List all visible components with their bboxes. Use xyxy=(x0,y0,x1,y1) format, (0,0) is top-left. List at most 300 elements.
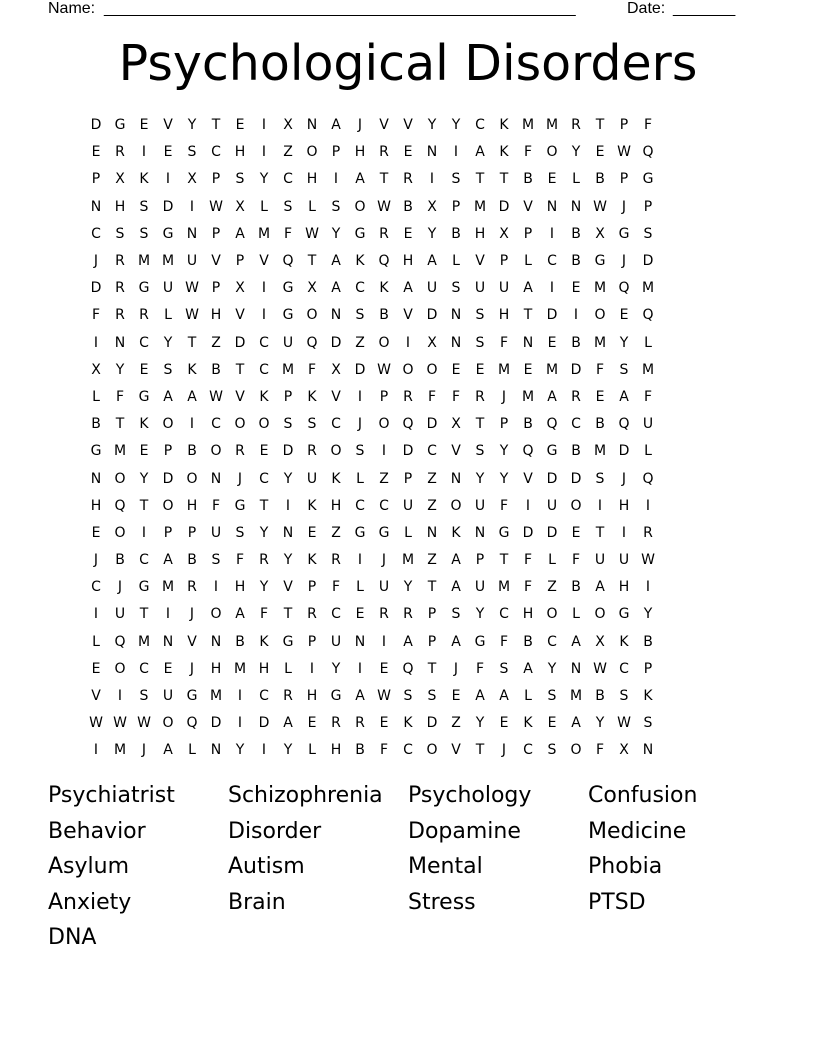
grid-letter: U xyxy=(642,416,654,433)
word-list-item: Phobia xyxy=(588,854,663,879)
grid-letter: Q xyxy=(114,497,126,514)
grid-letter: H xyxy=(306,171,318,188)
grid-letter: R xyxy=(307,443,317,460)
grid-letter: C xyxy=(547,253,557,270)
grid-letter: F xyxy=(523,552,533,569)
grid-letter: A xyxy=(355,171,365,188)
grid-letter: O xyxy=(186,470,198,487)
grid-letter: U xyxy=(402,497,414,514)
grid-letter: M xyxy=(497,361,511,378)
grid-letter: P xyxy=(499,416,509,433)
grid-row xyxy=(84,601,732,628)
grid-letter: E xyxy=(235,117,245,134)
grid-letter: A xyxy=(451,552,461,569)
grid-letter: P xyxy=(163,443,173,460)
grid-letter: S xyxy=(499,660,509,677)
grid-letter: F xyxy=(427,388,437,405)
grid-letter: L xyxy=(356,470,364,487)
grid-letter: S xyxy=(355,443,365,460)
grid-letter: O xyxy=(306,144,318,161)
name-blank: _____________________________________________________ xyxy=(104,0,576,17)
grid-letter: K xyxy=(139,171,149,188)
grid-letter: E xyxy=(91,524,101,541)
grid-letter: Q xyxy=(378,253,390,270)
grid-letter: A xyxy=(571,633,581,650)
grid-letter: M xyxy=(401,552,415,569)
grid-letter: L xyxy=(548,552,556,569)
grid-row xyxy=(84,493,732,520)
grid-letter: W xyxy=(593,198,607,215)
grid-letter: L xyxy=(644,334,652,351)
grid-letter: I xyxy=(549,280,555,297)
grid-letter: J xyxy=(501,388,507,405)
grid-letter: I xyxy=(453,144,459,161)
grid-letter: E xyxy=(595,388,605,405)
grid-letter: O xyxy=(114,660,126,677)
grid-letter: G xyxy=(546,443,558,460)
grid-letter: J xyxy=(621,470,627,487)
grid-letter: S xyxy=(451,606,461,623)
grid-letter: K xyxy=(499,144,509,161)
grid-letter: U xyxy=(282,334,294,351)
grid-letter: X xyxy=(235,198,245,215)
grid-letter: I xyxy=(621,524,627,541)
grid-letter: T xyxy=(595,117,605,134)
word-list-item: Disorder xyxy=(228,818,322,844)
grid-letter: Q xyxy=(642,144,654,161)
grid-letter: V xyxy=(283,579,293,596)
grid-letter: R xyxy=(379,225,389,242)
grid-letter: I xyxy=(117,688,123,705)
word-list-item: Confusion xyxy=(588,783,698,808)
grid-letter: O xyxy=(162,715,174,732)
grid-letter: O xyxy=(546,606,558,623)
grid-letter: A xyxy=(163,552,173,569)
grid-letter: M xyxy=(545,117,559,134)
grid-letter: E xyxy=(547,334,557,351)
grid-letter: N xyxy=(354,633,366,650)
grid-letter: G xyxy=(138,388,150,405)
grid-letter: V xyxy=(235,307,245,324)
grid-letter: R xyxy=(403,606,413,623)
grid-letter: I xyxy=(357,552,363,569)
grid-letter: U xyxy=(378,579,390,596)
grid-letter: S xyxy=(307,416,317,433)
grid-letter: C xyxy=(379,497,389,514)
grid-letter: H xyxy=(474,225,486,242)
grid-letter: G xyxy=(378,524,390,541)
grid-letter: D xyxy=(234,334,246,351)
grid-letter: O xyxy=(234,416,246,433)
grid-letter: Y xyxy=(283,552,293,569)
grid-row xyxy=(84,112,732,139)
grid-letter: I xyxy=(381,633,387,650)
grid-letter: L xyxy=(644,443,652,460)
grid-letter: C xyxy=(259,334,269,351)
grid-letter: R xyxy=(235,443,245,460)
grid-letter: F xyxy=(331,579,341,596)
grid-letter: B xyxy=(523,416,533,433)
grid-letter: D xyxy=(258,715,270,732)
grid-letter: A xyxy=(235,606,245,623)
grid-letter: C xyxy=(331,416,341,433)
grid-letter: D xyxy=(498,198,510,215)
grid-letter: N xyxy=(330,307,342,324)
grid-letter: Z xyxy=(427,470,437,487)
grid-letter: O xyxy=(114,524,126,541)
grid-letter: G xyxy=(354,225,366,242)
grid-letter: Y xyxy=(499,443,509,460)
grid-letter: A xyxy=(403,633,413,650)
grid-letter: C xyxy=(283,171,293,188)
grid-letter: T xyxy=(475,416,485,433)
grid-letter: S xyxy=(547,742,557,759)
grid-letter: D xyxy=(90,117,102,134)
word-list-item: Asylum xyxy=(48,854,130,879)
grid-letter: D xyxy=(402,443,414,460)
grid-row xyxy=(84,629,732,656)
grid-letter: D xyxy=(426,307,438,324)
grid-letter: E xyxy=(451,361,461,378)
grid-letter: R xyxy=(331,552,341,569)
grid-letter: N xyxy=(450,307,462,324)
grid-letter: Q xyxy=(522,443,534,460)
grid-letter: G xyxy=(162,225,174,242)
grid-letter: D xyxy=(570,470,582,487)
page-title: Psychological Disorders xyxy=(118,35,698,92)
grid-letter: C xyxy=(139,660,149,677)
grid-letter: P xyxy=(379,388,389,405)
grid-letter: D xyxy=(642,253,654,270)
grid-letter: T xyxy=(475,171,485,188)
grid-letter: L xyxy=(572,171,580,188)
grid-letter: L xyxy=(308,198,316,215)
word-list-item: Dopamine xyxy=(408,818,521,844)
grid-letter: Y xyxy=(427,117,437,134)
grid-letter: X xyxy=(91,361,101,378)
grid-letter: O xyxy=(426,742,438,759)
grid-letter: P xyxy=(187,524,197,541)
grid-letter: P xyxy=(427,633,437,650)
grid-letter: R xyxy=(379,144,389,161)
grid-letter: P xyxy=(211,225,221,242)
grid-letter: K xyxy=(619,633,629,650)
grid-letter: S xyxy=(139,688,149,705)
grid-row xyxy=(84,330,732,357)
grid-letter: R xyxy=(307,606,317,623)
grid-letter: D xyxy=(546,524,558,541)
grid-letter: O xyxy=(570,497,582,514)
grid-letter: A xyxy=(331,253,341,270)
grid-letter: S xyxy=(211,552,221,569)
grid-letter: K xyxy=(355,253,365,270)
grid-letter: E xyxy=(571,280,581,297)
grid-letter: K xyxy=(379,280,389,297)
grid-letter: P xyxy=(91,171,101,188)
grid-letter: Q xyxy=(306,334,318,351)
grid-letter: P xyxy=(619,171,629,188)
grid-letter: C xyxy=(427,443,437,460)
grid-letter: Q xyxy=(114,633,126,650)
grid-letter: E xyxy=(403,225,413,242)
grid-letter: X xyxy=(595,225,605,242)
grid-letter: E xyxy=(547,171,557,188)
grid-letter: A xyxy=(235,225,245,242)
grid-letter: S xyxy=(451,171,461,188)
grid-letter: F xyxy=(235,552,245,569)
grid-letter: F xyxy=(451,388,461,405)
grid-letter: O xyxy=(450,497,462,514)
word-list-item: Brain xyxy=(228,889,286,915)
grid-letter: I xyxy=(93,334,99,351)
grid-letter: O xyxy=(378,416,390,433)
grid-letter: D xyxy=(426,416,438,433)
grid-letter: Y xyxy=(187,117,197,134)
grid-letter: S xyxy=(619,361,629,378)
grid-letter: K xyxy=(331,470,341,487)
word-list-item: Autism xyxy=(228,854,305,879)
grid-letter: H xyxy=(186,497,198,514)
grid-letter: L xyxy=(164,307,172,324)
grid-letter: J xyxy=(501,742,507,759)
grid-letter: U xyxy=(210,524,222,541)
grid-letter: F xyxy=(211,497,221,514)
grid-letter: G xyxy=(138,280,150,297)
grid-letter: A xyxy=(547,388,557,405)
grid-letter: B xyxy=(523,171,533,188)
grid-letter: I xyxy=(237,715,243,732)
grid-letter: J xyxy=(621,253,627,270)
grid-letter: A xyxy=(283,715,293,732)
grid-letter: O xyxy=(546,144,558,161)
grid-letter: U xyxy=(162,280,174,297)
grid-letter: R xyxy=(403,171,413,188)
grid-letter: F xyxy=(259,606,269,623)
date-label: Date: xyxy=(627,0,666,17)
grid-letter: U xyxy=(330,633,342,650)
grid-letter: W xyxy=(305,225,319,242)
grid-letter: L xyxy=(308,742,316,759)
grid-letter: I xyxy=(261,742,267,759)
grid-letter: O xyxy=(594,307,606,324)
grid-letter: S xyxy=(595,470,605,487)
grid-letter: V xyxy=(475,253,485,270)
grid-letter: G xyxy=(90,443,102,460)
grid-letter: C xyxy=(139,552,149,569)
grid-letter: X xyxy=(235,280,245,297)
grid-letter: L xyxy=(524,253,532,270)
grid-letter: H xyxy=(498,307,510,324)
grid-letter: Z xyxy=(451,715,461,732)
grid-letter: F xyxy=(499,334,509,351)
grid-letter: V xyxy=(523,470,533,487)
grid-row xyxy=(84,166,732,193)
grid-letter: V xyxy=(403,117,413,134)
grid-letter: M xyxy=(521,388,535,405)
grid-letter: Y xyxy=(139,470,149,487)
grid-letter: A xyxy=(427,253,437,270)
grid-letter: F xyxy=(595,742,605,759)
grid-letter: Y xyxy=(235,742,245,759)
grid-letter: I xyxy=(165,171,171,188)
grid-letter: T xyxy=(595,524,605,541)
grid-letter: A xyxy=(523,660,533,677)
grid-letter: J xyxy=(189,606,195,623)
grid-letter: G xyxy=(618,225,630,242)
grid-letter: K xyxy=(259,633,269,650)
grid-letter: D xyxy=(570,361,582,378)
grid-letter: J xyxy=(117,579,123,596)
grid-letter: O xyxy=(330,443,342,460)
grid-letter: I xyxy=(405,334,411,351)
grid-letter: A xyxy=(403,280,413,297)
grid-letter: S xyxy=(475,443,485,460)
grid-letter: O xyxy=(378,334,390,351)
word-list-item: Behavior xyxy=(48,818,146,844)
grid-letter: I xyxy=(141,524,147,541)
grid-letter: Y xyxy=(475,715,485,732)
grid-letter: D xyxy=(546,307,558,324)
grid-letter: O xyxy=(162,497,174,514)
grid-letter: B xyxy=(187,552,197,569)
grid-letter: H xyxy=(234,579,246,596)
grid-letter: K xyxy=(643,688,653,705)
grid-letter: R xyxy=(571,388,581,405)
grid-letter: C xyxy=(259,688,269,705)
grid-letter: D xyxy=(330,334,342,351)
grid-letter: B xyxy=(211,361,221,378)
grid-letter: H xyxy=(354,144,366,161)
grid-letter: I xyxy=(261,117,267,134)
grid-letter: B xyxy=(379,307,389,324)
grid-letter: A xyxy=(331,280,341,297)
date-blank: _______ xyxy=(673,0,736,17)
grid-letter: P xyxy=(331,144,341,161)
grid-letter: T xyxy=(499,171,509,188)
grid-letter: R xyxy=(259,552,269,569)
grid-letter: A xyxy=(163,388,173,405)
grid-letter: A xyxy=(163,742,173,759)
grid-letter: I xyxy=(381,443,387,460)
grid-letter: K xyxy=(187,361,197,378)
grid-letter: X xyxy=(283,117,293,134)
grid-letter: R xyxy=(115,280,125,297)
grid-letter: R xyxy=(571,117,581,134)
grid-letter: J xyxy=(357,117,363,134)
grid-letter: E xyxy=(619,307,629,324)
grid-letter: Z xyxy=(379,470,389,487)
grid-letter: Y xyxy=(259,579,269,596)
grid-letter: Y xyxy=(427,225,437,242)
grid-letter: U xyxy=(162,688,174,705)
grid-letter: M xyxy=(113,443,127,460)
grid-letter: A xyxy=(595,579,605,596)
grid-letter: A xyxy=(355,688,365,705)
grid-letter: M xyxy=(593,443,607,460)
grid-letter: W xyxy=(377,361,391,378)
grid-row xyxy=(84,737,732,764)
grid-letter: D xyxy=(354,361,366,378)
grid-letter: U xyxy=(426,280,438,297)
grid-letter: T xyxy=(211,117,221,134)
grid-letter: D xyxy=(426,715,438,732)
grid-letter: C xyxy=(91,579,101,596)
grid-letter: H xyxy=(306,688,318,705)
grid-letter: E xyxy=(379,660,389,677)
grid-row xyxy=(84,574,732,601)
grid-letter: R xyxy=(187,579,197,596)
grid-letter: R xyxy=(403,388,413,405)
word-list-item: Psychology xyxy=(408,783,532,808)
grid-letter: J xyxy=(189,660,195,677)
grid-letter: T xyxy=(379,171,389,188)
grid-letter: R xyxy=(283,688,293,705)
grid-letter: P xyxy=(427,606,437,623)
grid-letter: Q xyxy=(642,470,654,487)
grid-letter: J xyxy=(93,253,99,270)
grid-letter: V xyxy=(91,688,101,705)
grid-letter: T xyxy=(139,606,149,623)
grid-letter: F xyxy=(283,225,293,242)
grid-letter: M xyxy=(257,225,271,242)
grid-letter: Y xyxy=(499,470,509,487)
grid-letter: C xyxy=(523,742,533,759)
grid-letter: C xyxy=(571,416,581,433)
grid-letter: E xyxy=(307,715,317,732)
grid-letter: I xyxy=(357,388,363,405)
grid-letter: S xyxy=(643,225,653,242)
grid-letter: J xyxy=(357,416,363,433)
grid-letter: E xyxy=(139,361,149,378)
grid-letter: H xyxy=(330,497,342,514)
grid-letter: G xyxy=(186,688,198,705)
grid-letter: R xyxy=(331,715,341,732)
grid-letter: K xyxy=(451,524,461,541)
grid-row xyxy=(84,656,732,683)
grid-letter: P xyxy=(283,388,293,405)
grid-letter: O xyxy=(162,416,174,433)
grid-row xyxy=(84,547,732,574)
grid-letter: S xyxy=(451,280,461,297)
grid-letter: N xyxy=(186,225,198,242)
grid-letter: U xyxy=(498,280,510,297)
grid-row xyxy=(84,520,732,547)
grid-letter: T xyxy=(235,361,245,378)
grid-letter: X xyxy=(595,633,605,650)
grid-letter: I xyxy=(261,280,267,297)
grid-letter: K xyxy=(307,388,317,405)
grid-letter: G xyxy=(642,171,654,188)
grid-letter: F xyxy=(643,117,653,134)
grid-letter: O xyxy=(210,606,222,623)
grid-letter: C xyxy=(259,361,269,378)
grid-letter: T xyxy=(307,253,317,270)
grid-letter: Y xyxy=(547,660,557,677)
grid-letter: I xyxy=(261,144,267,161)
grid-letter: J xyxy=(141,742,147,759)
grid-letter: P xyxy=(523,225,533,242)
word-list-item: Medicine xyxy=(588,818,687,844)
grid-letter: Y xyxy=(331,660,341,677)
grid-letter: N xyxy=(210,470,222,487)
grid-letter: D xyxy=(162,470,174,487)
grid-letter: S xyxy=(427,688,437,705)
grid-letter: W xyxy=(617,144,631,161)
grid-letter: Q xyxy=(546,416,558,433)
grid-letter: M xyxy=(593,334,607,351)
grid-letter: B xyxy=(115,552,125,569)
grid-letter: L xyxy=(572,606,580,623)
